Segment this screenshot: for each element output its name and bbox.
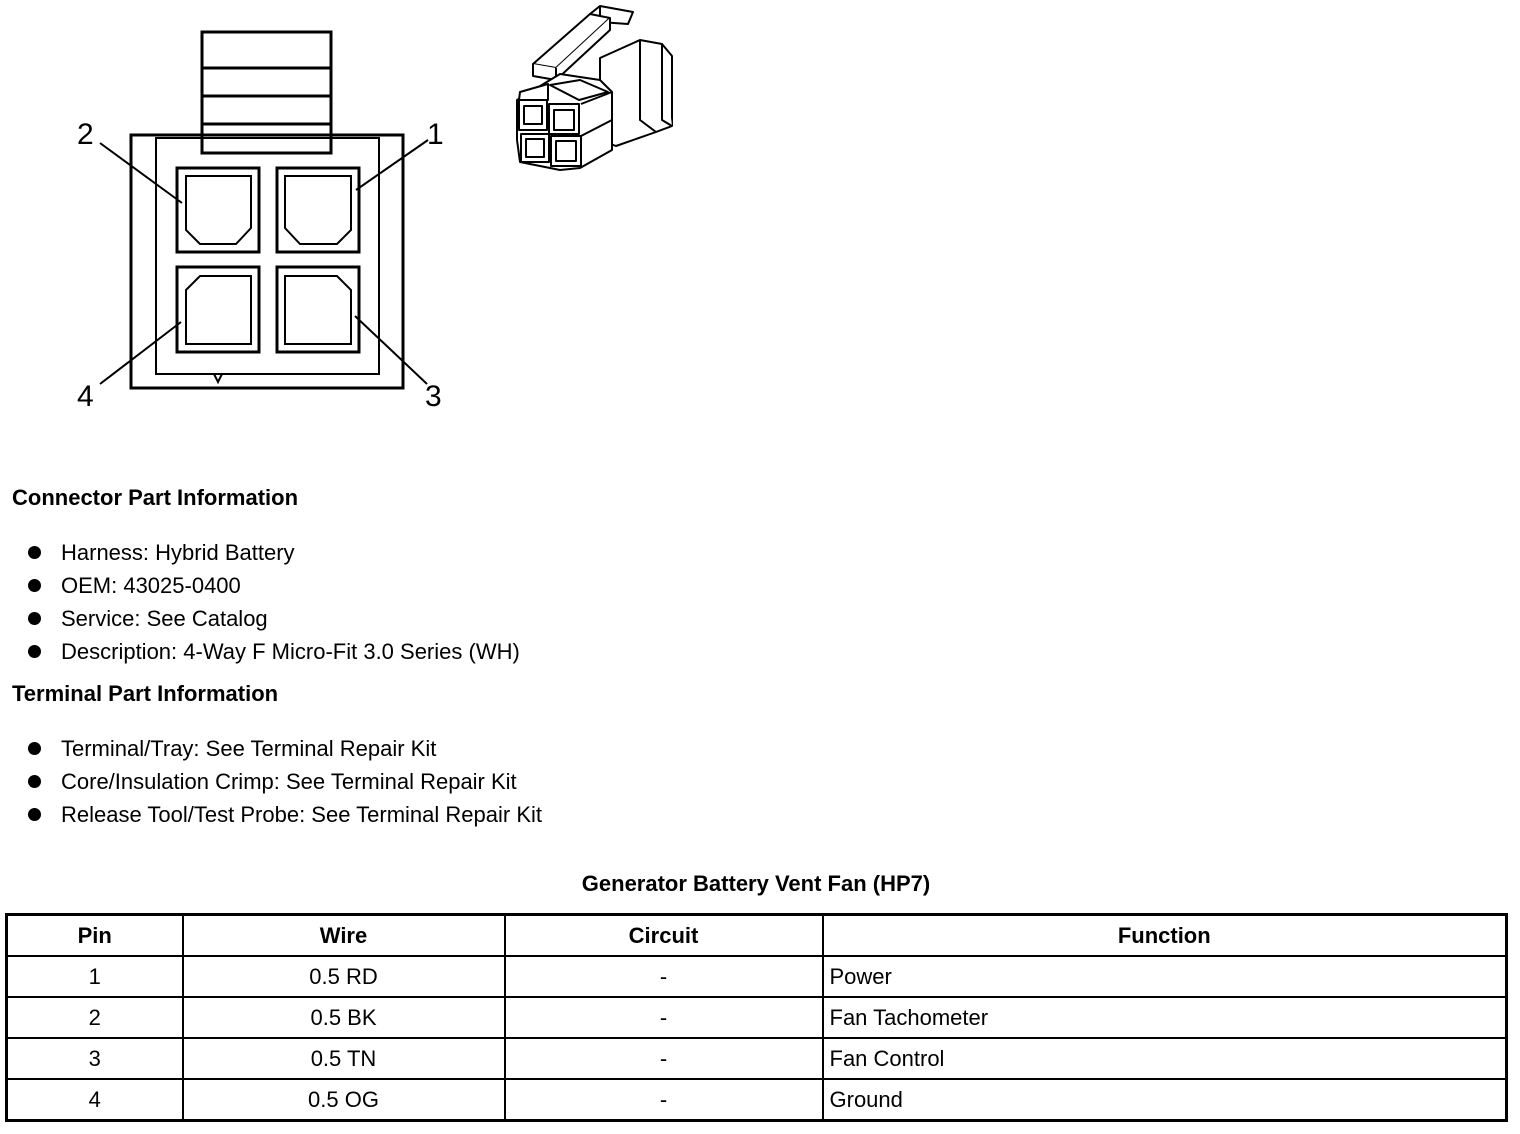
- list-item-text: Description: 4-Way F Micro-Fit 3.0 Series (WH): [61, 639, 520, 664]
- list-item-text: Terminal/Tray: See Terminal Repair Kit: [61, 736, 437, 761]
- bullet-icon: [28, 645, 41, 658]
- table-row: [7, 1038, 1507, 1079]
- list-item-text: Core/Insulation Crimp: See Terminal Repair Kit: [61, 769, 517, 794]
- table-header-row: [7, 915, 1507, 957]
- pin-cavity-4: [177, 267, 259, 352]
- cell-pin: 3: [7, 1038, 183, 1079]
- cell-circuit: -: [505, 956, 823, 997]
- bullet-icon: [28, 579, 41, 592]
- list-item-text: Service: See Catalog: [61, 606, 268, 631]
- cell-circuit: -: [505, 997, 823, 1038]
- terminal-part-info-list: [28, 736, 542, 835]
- bullet-icon: [28, 612, 41, 625]
- table-row: [7, 956, 1507, 997]
- list-item-text: OEM: 43025-0400: [61, 573, 241, 598]
- cell-wire: 0.5 TN: [183, 1038, 505, 1079]
- connector-face-view: [100, 32, 428, 388]
- list-item-text: Harness: Hybrid Battery: [61, 540, 295, 565]
- pin-label-2: 2: [77, 118, 94, 151]
- bullet-icon: [28, 775, 41, 788]
- pin-cavity-2: [177, 168, 259, 252]
- cell-wire: 0.5 RD: [183, 956, 505, 997]
- terminal-part-info-heading: Terminal Part Information: [12, 681, 279, 706]
- list-item: [28, 736, 542, 769]
- cell-wire: 0.5 OG: [183, 1079, 505, 1121]
- cell-function: Fan Tachometer: [823, 997, 1507, 1038]
- pinout-table: [5, 913, 1508, 1122]
- pin-label-1: 1: [427, 118, 444, 151]
- cell-pin: 2: [7, 997, 183, 1038]
- column-header-wire: Wire: [183, 915, 505, 957]
- column-header-function: Function: [823, 915, 1507, 957]
- connector-part-info-heading: Connector Part Information: [12, 485, 299, 510]
- bullet-icon: [28, 808, 41, 821]
- pin-cavity-1: [277, 168, 359, 252]
- cell-function: Fan Control: [823, 1038, 1507, 1079]
- list-item: [28, 606, 520, 639]
- bullet-icon: [28, 546, 41, 559]
- cell-wire: 0.5 BK: [183, 997, 505, 1038]
- list-item: [28, 802, 542, 835]
- list-item: [28, 573, 520, 606]
- list-item: [28, 769, 542, 802]
- cell-circuit: -: [505, 1038, 823, 1079]
- cell-function: Power: [823, 956, 1507, 997]
- connector-diagram: [0, 0, 700, 440]
- pin-label-3: 3: [425, 380, 442, 413]
- table-row: [7, 1079, 1507, 1121]
- connector-isometric-view: [517, 6, 672, 170]
- list-item: [28, 540, 520, 573]
- cell-pin: 1: [7, 956, 183, 997]
- list-item-text: Release Tool/Test Probe: See Terminal Repair Kit: [61, 802, 542, 827]
- list-item: [28, 639, 520, 672]
- column-header-pin: Pin: [7, 915, 183, 957]
- table-row: [7, 997, 1507, 1038]
- cell-pin: 4: [7, 1079, 183, 1121]
- pin-cavity-3: [277, 267, 359, 352]
- cell-function: Ground: [823, 1079, 1507, 1121]
- table-title: Generator Battery Vent Fan (HP7): [581, 871, 931, 896]
- bullet-icon: [28, 742, 41, 755]
- connector-part-info-list: [28, 540, 520, 672]
- pin-label-4: 4: [77, 380, 94, 413]
- cell-circuit: -: [505, 1079, 823, 1121]
- column-header-circuit: Circuit: [505, 915, 823, 957]
